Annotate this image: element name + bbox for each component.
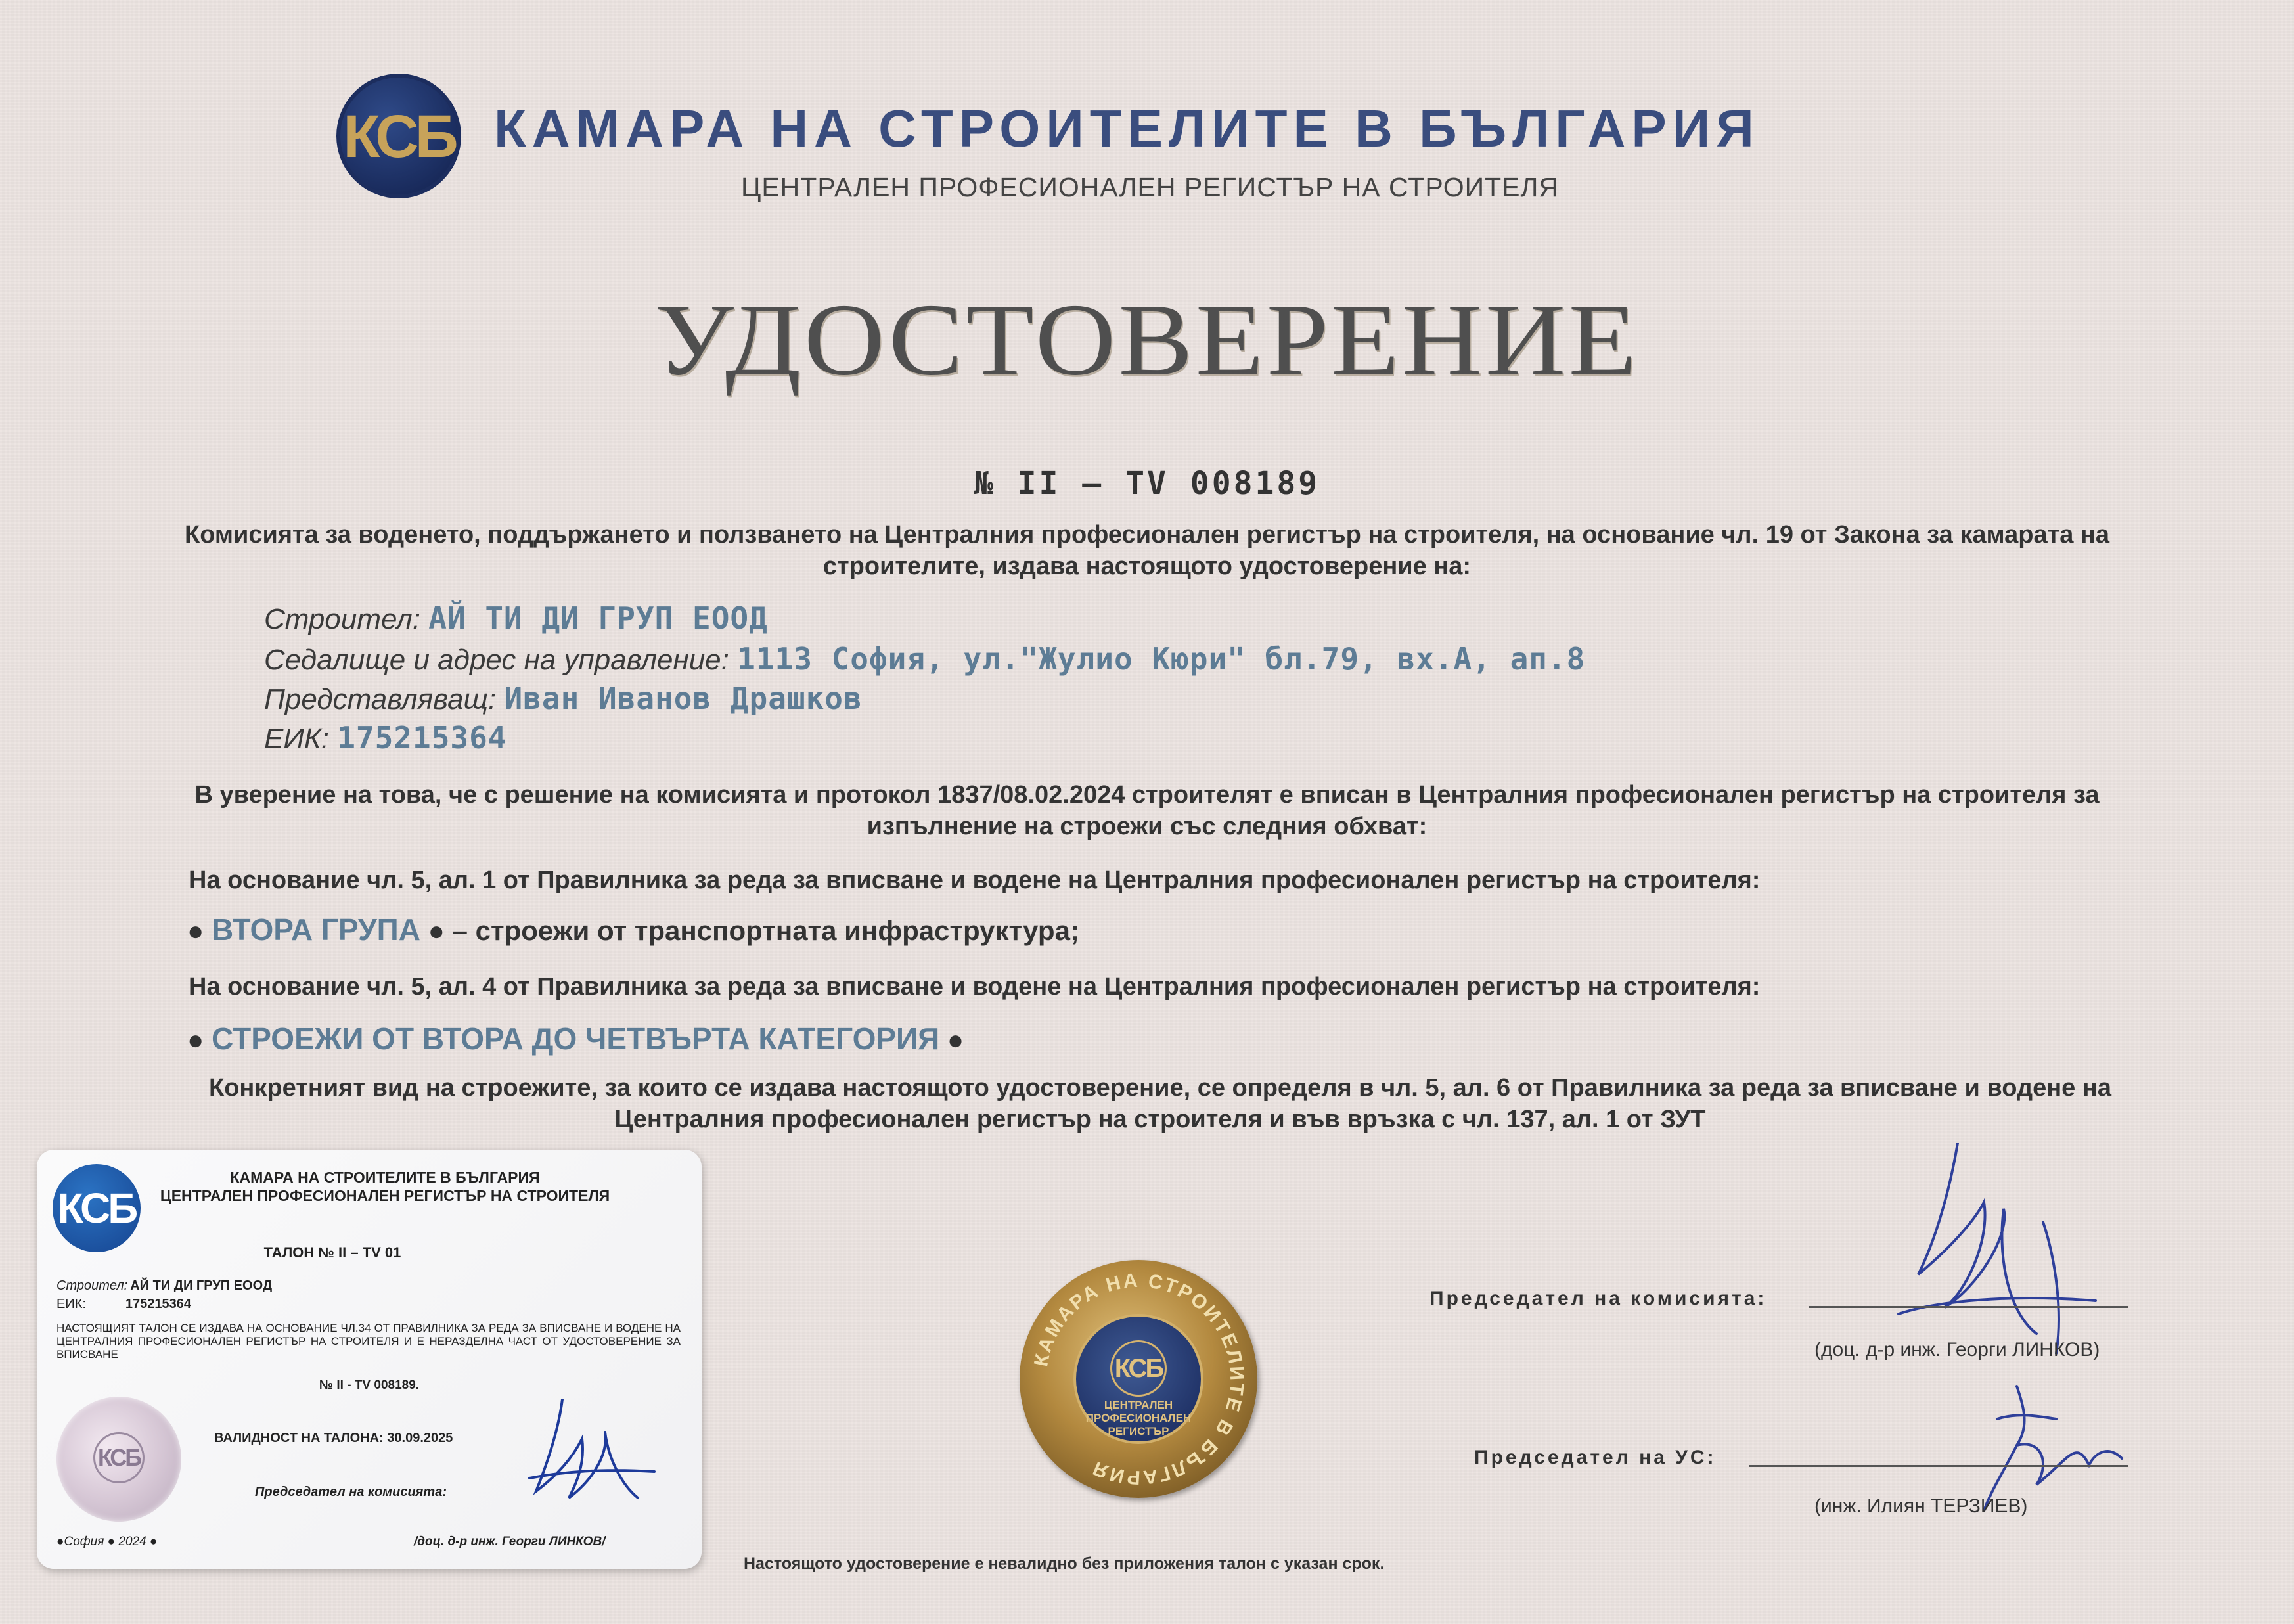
document-title: УДОСТОВЕРЕНИЕ bbox=[654, 282, 1640, 397]
certificate-number: № II – TV 008189 bbox=[974, 465, 1320, 502]
field-builder bbox=[264, 600, 768, 636]
field-address bbox=[264, 641, 1585, 677]
card-talon-number: ТАЛОН № II – TV 01 bbox=[263, 1244, 401, 1261]
field-eik bbox=[264, 720, 506, 756]
bullet: ● bbox=[187, 1024, 204, 1055]
field-representative bbox=[264, 681, 863, 716]
group-suffix: ● bbox=[947, 1024, 964, 1055]
basis-2: На основание чл. 5, ал. 4 от Правилника за реда за вписване и водене на Централния професионален регистър на строителя: bbox=[189, 973, 1761, 1001]
seal-center bbox=[1073, 1314, 1203, 1444]
seal-line: ЦЕНТРАЛЕН bbox=[1104, 1399, 1173, 1411]
footer-note: Настоящото удостоверение е невалидно без приложения талон с указан срок. bbox=[744, 1554, 1385, 1573]
chair-commission-name: (доц. д-р инж. Георги ЛИНКОВ) bbox=[1814, 1339, 2100, 1361]
group-suffix: ● – строежи от транспортната инфраструктура; bbox=[428, 915, 1079, 946]
card-logo-text: КСБ bbox=[57, 1184, 136, 1232]
logo-text: КСБ bbox=[343, 103, 455, 170]
field-label: Строител: bbox=[264, 603, 421, 635]
card-place-date: ●София ● 2024 ● bbox=[56, 1535, 158, 1548]
card-logo bbox=[53, 1164, 141, 1252]
card-validity: ВАЛИДНОСТ НА ТАЛОНА: 30.09.2025 bbox=[214, 1431, 453, 1445]
svg-text:КАМАРА НА СТРОИТЕЛИТЕ В БЪЛГАР: КАМАРА НА СТРОИТЕЛИТЕ В БЪЛГАРИЯ bbox=[1030, 1269, 1248, 1489]
bullet: ● bbox=[187, 915, 204, 946]
gold-seal bbox=[1020, 1260, 1257, 1498]
group-name: ВТОРА ГРУПА bbox=[212, 913, 420, 947]
card-builder bbox=[56, 1278, 272, 1294]
card-legal-text: НАСТОЯЩИЯТ ТАЛОН СЕ ИЗДАВА НА ОСНОВАНИЕ ЧЛ.34 ОТ ПРАВИЛНИКА ЗА РЕДА ЗА ВПИСВАНЕ И ВОДЕНЕ НА ЦЕНТРАЛНИЯ ПРОФЕСИОНАЛЕН РЕГИСТЪР НА СТРОИТЕЛЯ И Е НЕРАЗДЕЛНА ЧАСТ ОТ УДОСТОВЕРЕНИЕ ЗА ВПИСВАНЕ bbox=[56, 1322, 681, 1361]
seal-logo: КСБ bbox=[1110, 1340, 1167, 1397]
intro-paragraph: Комисията за воденето, поддържането и ползването на Централния професионален регистър на строителя, на основание чл. 19 от Закона за камарата на строителите, издава настоящото удостоверение на: bbox=[185, 521, 2109, 580]
chair-board-label: Председател на УС: bbox=[1474, 1447, 1717, 1468]
organization-name: КАМАРА НА СТРОИТЕЛИТЕ В БЪЛГАРИЯ bbox=[494, 99, 1760, 158]
group-1 bbox=[187, 912, 1079, 947]
talon-card bbox=[37, 1150, 702, 1569]
card-chair-label: Председател на комисията: bbox=[255, 1485, 447, 1499]
card-certificate-number: № II - TV 008189. bbox=[319, 1378, 420, 1392]
card-field-label: ЕИК: bbox=[56, 1297, 86, 1311]
card-org-line: ЦЕНТРАЛЕН ПРОФЕСИОНАЛЕН РЕГИСТЪР НА СТРОИТЕЛЯ bbox=[160, 1187, 610, 1204]
card-chair-name: /доц. д-р инж. Георги ЛИНКОВ/ bbox=[414, 1535, 606, 1548]
card-eik bbox=[56, 1297, 191, 1312]
field-value: Иван Иванов Драшков bbox=[504, 681, 863, 716]
register-name: ЦЕНТРАЛЕН ПРОФЕСИОНАЛЕН РЕГИСТЪР НА СТРОИТЕЛЯ bbox=[741, 172, 1560, 202]
card-org-line: КАМАРА НА СТРОИТЕЛИТЕ В БЪЛГАРИЯ bbox=[230, 1169, 540, 1186]
card-field-value: АЙ ТИ ДИ ГРУП ЕООД bbox=[130, 1278, 273, 1293]
chamber-logo bbox=[336, 74, 461, 198]
signature-line bbox=[1749, 1465, 2128, 1467]
chair-commission-label: Председател на комисията: bbox=[1429, 1288, 1767, 1309]
field-value: АЙ ТИ ДИ ГРУП ЕООД bbox=[428, 600, 768, 636]
card-org bbox=[155, 1168, 615, 1205]
seal-line: РЕГИСТЪР bbox=[1108, 1425, 1169, 1437]
seal-line: ПРОФЕСИОНАЛЕН bbox=[1085, 1412, 1192, 1424]
field-label: ЕИК: bbox=[264, 723, 329, 755]
chair-board-name: (инж. Илиян ТЕРЗИЕВ) bbox=[1814, 1495, 2028, 1517]
decision-paragraph: В уверение на това, че с решение на комисията и протокол 1837/08.02.2024 строителят е вписан в Централния професионален регистър на строителя за изпълнение на строежи със следния обхват: bbox=[194, 781, 2100, 840]
field-value: 175215364 bbox=[337, 720, 507, 756]
field-value: 1113 София, ул."Жулио Кюри" бл.79, вх.А, ап.8 bbox=[737, 641, 1586, 677]
basis-1: На основание чл. 5, ал. 1 от Правилника за реда за вписване и водене на Централния професионален регистър на строителя: bbox=[189, 867, 1761, 894]
card-field-label: Строител: bbox=[56, 1278, 128, 1293]
specific-paragraph: Конкретният вид на строежите, за които се издава настоящото удостоверение, се определя в чл. 5, ал. 6 от Правилника за реда за вписване и водене на Централния професионален регистър на строителя и във връзка с чл. 137, ал. 1 от ЗУТ bbox=[209, 1074, 2111, 1133]
card-field-value: 175215364 bbox=[125, 1297, 192, 1311]
card-seal-logo: КСБ bbox=[93, 1432, 145, 1483]
card-hologram-seal bbox=[56, 1397, 181, 1522]
field-label: Представляващ: bbox=[264, 683, 497, 715]
category-name: СТРОЕЖИ ОТ ВТОРА ДО ЧЕТВЪРТА КАТЕГОРИЯ bbox=[212, 1022, 940, 1056]
field-label: Седалище и адрес на управление: bbox=[264, 644, 729, 676]
group-2 bbox=[187, 1021, 964, 1056]
signature-line bbox=[1809, 1306, 2128, 1308]
card-signature bbox=[523, 1399, 667, 1504]
